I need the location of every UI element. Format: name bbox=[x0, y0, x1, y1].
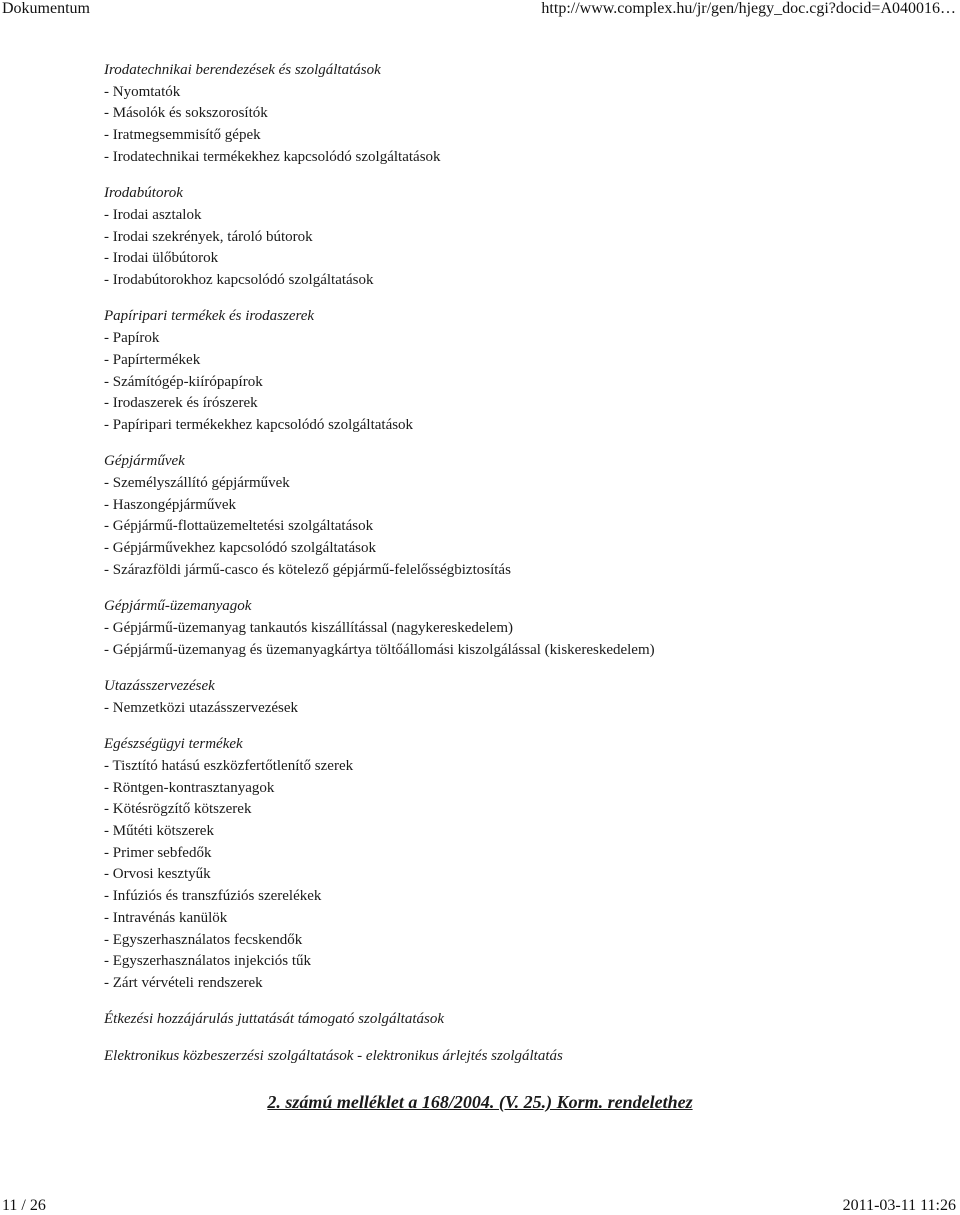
list-item: - Nemzetközi utazásszervezések bbox=[104, 699, 299, 716]
list-item: - Infúziós és transzfúziós szerelékek bbox=[104, 888, 322, 905]
list-item: - Tisztító hatású eszközfertőtlenítő szerek bbox=[104, 758, 354, 775]
section-vehicles bbox=[104, 451, 944, 581]
section-vehicle-fuel bbox=[104, 596, 944, 661]
list-item: - Irodabútorokhoz kapcsolódó szolgáltatások bbox=[104, 271, 374, 288]
list-item: - Nyomtatók bbox=[104, 83, 181, 100]
section-title: Irodatechnikai berendezések és szolgáltatások bbox=[104, 62, 381, 78]
section-title: Gépjármű-üzemanyagok bbox=[104, 598, 252, 615]
list-item: - Irodai asztalok bbox=[104, 206, 202, 223]
list-item: - Irodai szekrények, tároló bútorok bbox=[104, 228, 313, 245]
list-item: - Iratmegsemmisítő gépek bbox=[104, 127, 261, 144]
list-item: - Másolók és sokszorosítók bbox=[104, 105, 268, 122]
list-item: - Gépjármű-üzemanyag tankautós kiszállítással (nagykereskedelem) bbox=[104, 620, 514, 636]
list-item: - Orvosi kesztyűk bbox=[104, 866, 211, 883]
list-item: - Röntgen-kontrasztanyagok bbox=[104, 779, 275, 796]
section-travel-organization bbox=[104, 676, 944, 719]
section-title: Gépjárművek bbox=[104, 453, 185, 470]
print-timestamp: 2011-03-11 11:26 bbox=[842, 1197, 956, 1214]
section-title-e-procurement: Elektronikus közbeszerzési szolgáltatások - elektronikus árlejtés szolgáltatás bbox=[104, 1047, 563, 1064]
list-item: - Zárt vérvételi rendszerek bbox=[104, 974, 263, 991]
section-title-meal-allowance: Étkezési hozzájárulás juttatását támogató szolgáltatások bbox=[104, 1011, 445, 1028]
section-office-equipment bbox=[104, 60, 944, 168]
section-title: Irodabútorok bbox=[104, 185, 183, 202]
section-title: Papíripari termékek és irodaszerek bbox=[104, 308, 315, 325]
list-item: - Intravénás kanülök bbox=[104, 909, 228, 926]
list-item: - Irodatechnikai termékekhez kapcsolódó szolgáltatások bbox=[104, 148, 441, 165]
list-item: - Irodaszerek és írószerek bbox=[104, 395, 258, 412]
section-paper-products bbox=[104, 306, 944, 436]
list-item: - Műtéti kötszerek bbox=[104, 823, 214, 840]
list-item: - Számítógép-kiírópapírok bbox=[104, 373, 263, 390]
list-item: - Egyszerhasználatos fecskendők bbox=[104, 931, 303, 948]
page-number: 11 / 26 bbox=[2, 1197, 46, 1214]
list-item: - Irodai ülőbútorok bbox=[104, 250, 219, 267]
list-item: - Papíripari termékekhez kapcsolódó szolgáltatások bbox=[104, 416, 414, 433]
list-item: - Kötésrögzítő kötszerek bbox=[104, 801, 252, 818]
header-document-label: Dokumentum bbox=[2, 0, 90, 17]
section-title: Egészségügyi termékek bbox=[104, 736, 243, 753]
list-item: - Papírtermékek bbox=[104, 351, 201, 368]
section-title: Utazásszervezések bbox=[104, 678, 215, 695]
list-item: - Szárazföldi jármű-casco és kötelező gépjármű-felelősségbiztosítás bbox=[104, 561, 511, 578]
list-item: - Gépjárművekhez kapcsolódó szolgáltatások bbox=[104, 540, 376, 557]
list-item: - Gépjármű-üzemanyag és üzemanyagkártya töltőállomási kiszolgálással (kiskereskedelem) bbox=[104, 641, 655, 658]
list-item: - Személyszállító gépjárművek bbox=[104, 475, 290, 492]
list-item: - Papírok bbox=[104, 330, 160, 347]
document-body bbox=[104, 60, 944, 1082]
list-item: - Primer sebfedők bbox=[104, 844, 212, 861]
list-item: - Egyszerhasználatos injekciós tűk bbox=[104, 953, 312, 970]
section-office-furniture bbox=[104, 183, 944, 291]
list-item: - Haszongépjárművek bbox=[104, 496, 237, 513]
annex-title: 2. számú melléklet a 168/2004. (V. 25.) Korm. rendelethez bbox=[267, 1092, 693, 1112]
list-item: - Gépjármű-flottaüzemeltetési szolgáltatások bbox=[104, 518, 374, 535]
section-healthcare-products bbox=[104, 734, 944, 994]
header-url: http://www.complex.hu/jr/gen/hjegy_doc.cgi?docid=A040016… bbox=[541, 0, 956, 17]
